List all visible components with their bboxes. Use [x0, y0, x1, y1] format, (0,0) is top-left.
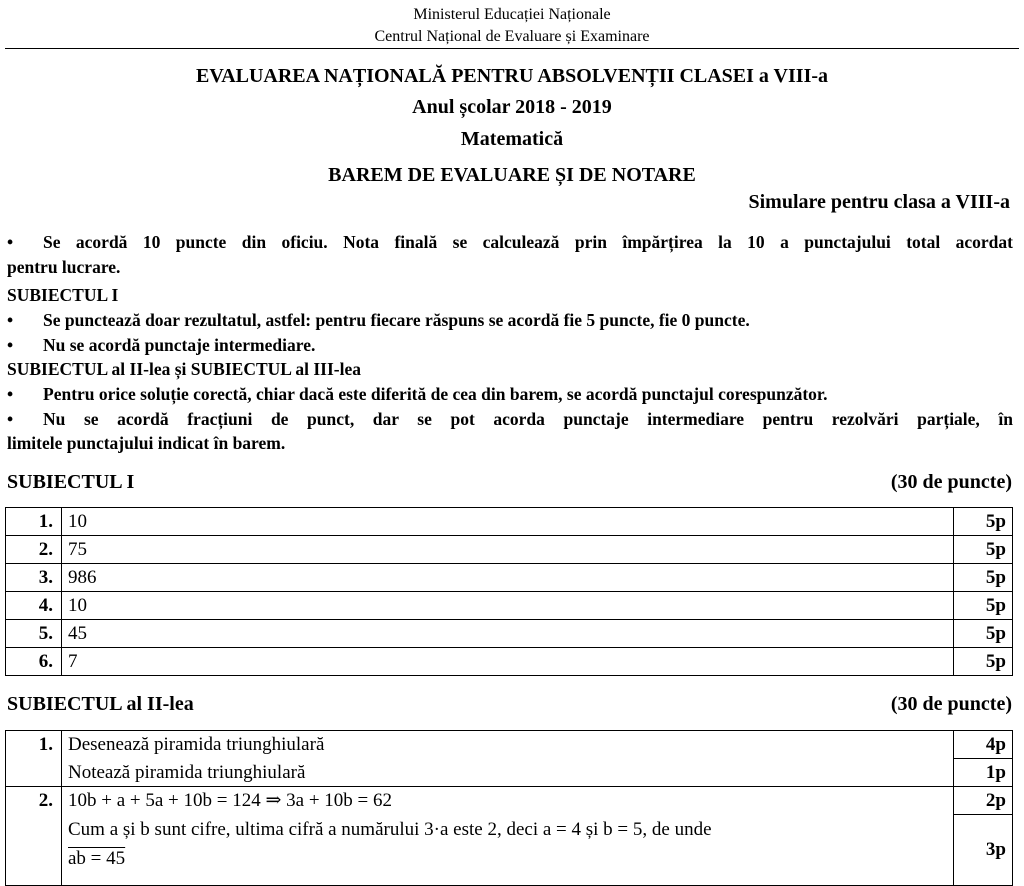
item-answer: 7 — [62, 648, 954, 676]
item-answer: 45 — [62, 620, 954, 648]
subiect1-title: SUBIECTUL I — [7, 471, 135, 493]
table-row — [6, 536, 1013, 564]
bullet-icon: • — [7, 335, 14, 355]
general-instruction — [7, 230, 1013, 254]
s23-rule-2-cont: limitele punctajului indicat în barem. — [7, 433, 286, 453]
subiect1-table — [5, 507, 1013, 676]
item-text: Cum a și b sunt cifre, ultima cifră a numărului 3·a este 2, deci a = 4 și b = 5, de unde ab = 45 — [62, 815, 954, 886]
table-row — [6, 648, 1013, 676]
item-score: 5p — [954, 620, 1013, 648]
table-row — [6, 731, 1013, 759]
item-answer: 986 — [62, 564, 954, 592]
item-score: 5p — [954, 536, 1013, 564]
general-instruction-text: Se acordă 10 puncte din oficiu. Nota finală se calculează prin împărțirea la 10 a punctajului total acordat — [43, 232, 1013, 252]
item-number: 2. — [6, 536, 62, 564]
simulare-label: Simulare pentru clasa a VIII-a — [748, 191, 1010, 213]
bullet-icon: • — [7, 409, 14, 429]
item-score: 2p — [954, 787, 1013, 815]
subiect2-table — [5, 730, 1013, 886]
subject-title: Matematică — [460, 128, 564, 150]
item-score: 3p — [954, 815, 1013, 886]
table-row — [6, 564, 1013, 592]
bullet-icon: • — [7, 232, 14, 252]
item-answer: 75 — [62, 536, 954, 564]
item-number: 3. — [6, 564, 62, 592]
s1-instructions-heading: SUBIECTUL I — [7, 285, 119, 305]
item-equation: 10b + a + 5a + 10b = 124 ⇒ 3a + 10b = 62 — [62, 787, 954, 815]
center-name: Centrul Național de Evaluare și Examinare — [374, 28, 650, 45]
s23-instructions-heading: SUBIECTUL al II-lea și SUBIECTUL al III-lea — [7, 359, 361, 379]
item-result: ab = 45 — [68, 847, 126, 869]
item-text: Notează piramida triunghiulară — [62, 759, 954, 787]
item-number: 1. — [6, 731, 62, 787]
subiect2-points: (30 de puncte) — [890, 693, 1012, 715]
table-row — [6, 787, 1013, 815]
item-score: 4p — [954, 731, 1013, 759]
item-score: 5p — [954, 592, 1013, 620]
item-number: 6. — [6, 648, 62, 676]
item-score: 5p — [954, 564, 1013, 592]
subiect1-points: (30 de puncte) — [890, 471, 1012, 493]
table-row — [6, 620, 1013, 648]
item-score: 5p — [954, 648, 1013, 676]
table-row — [6, 759, 1013, 787]
s1-rule-2: • Nu se acordă punctaje intermediare. — [7, 335, 316, 355]
item-answer: 10 — [62, 592, 954, 620]
bullet-icon: • — [7, 310, 14, 330]
s1-rule-1: • Se punctează doar rezultatul, astfel: pentru fiecare răspuns se acordă fie 5 puncte, fie 0 puncte. — [7, 310, 750, 330]
general-instruction-cont: pentru lucrare. — [7, 257, 121, 277]
school-year: Anul școlar 2018 - 2019 — [412, 96, 612, 118]
s23-rule-1: • Pentru orice soluție corectă, chiar dacă este diferită de cea din barem, se acordă punctajul corespunzător. — [7, 384, 828, 404]
exam-title: EVALUAREA NAȚIONALĂ PENTRU ABSOLVENȚII CLASEI a VIII-a — [195, 65, 829, 87]
barem-title: BAREM DE EVALUARE ȘI DE NOTARE — [328, 164, 696, 186]
item-score: 1p — [954, 759, 1013, 787]
header-divider — [5, 48, 1019, 49]
table-row — [6, 508, 1013, 536]
item-number: 5. — [6, 620, 62, 648]
table-row — [6, 815, 1013, 886]
subiect2-title: SUBIECTUL al II-lea — [7, 693, 194, 715]
item-number: 2. — [6, 787, 62, 886]
item-score: 5p — [954, 508, 1013, 536]
item-number: 4. — [6, 592, 62, 620]
ministry-name: Ministerul Educației Naționale — [413, 6, 611, 23]
table-row — [6, 592, 1013, 620]
s23-rule-2: • Nu se acordă fracțiuni de punct, dar se pot acorda punctaje intermediare pentru rezolvări parțiale, în — [7, 409, 1013, 429]
item-answer: 10 — [62, 508, 954, 536]
item-text: Desenează piramida triunghiulară — [62, 731, 954, 759]
item-number: 1. — [6, 508, 62, 536]
bullet-icon: • — [7, 384, 14, 404]
